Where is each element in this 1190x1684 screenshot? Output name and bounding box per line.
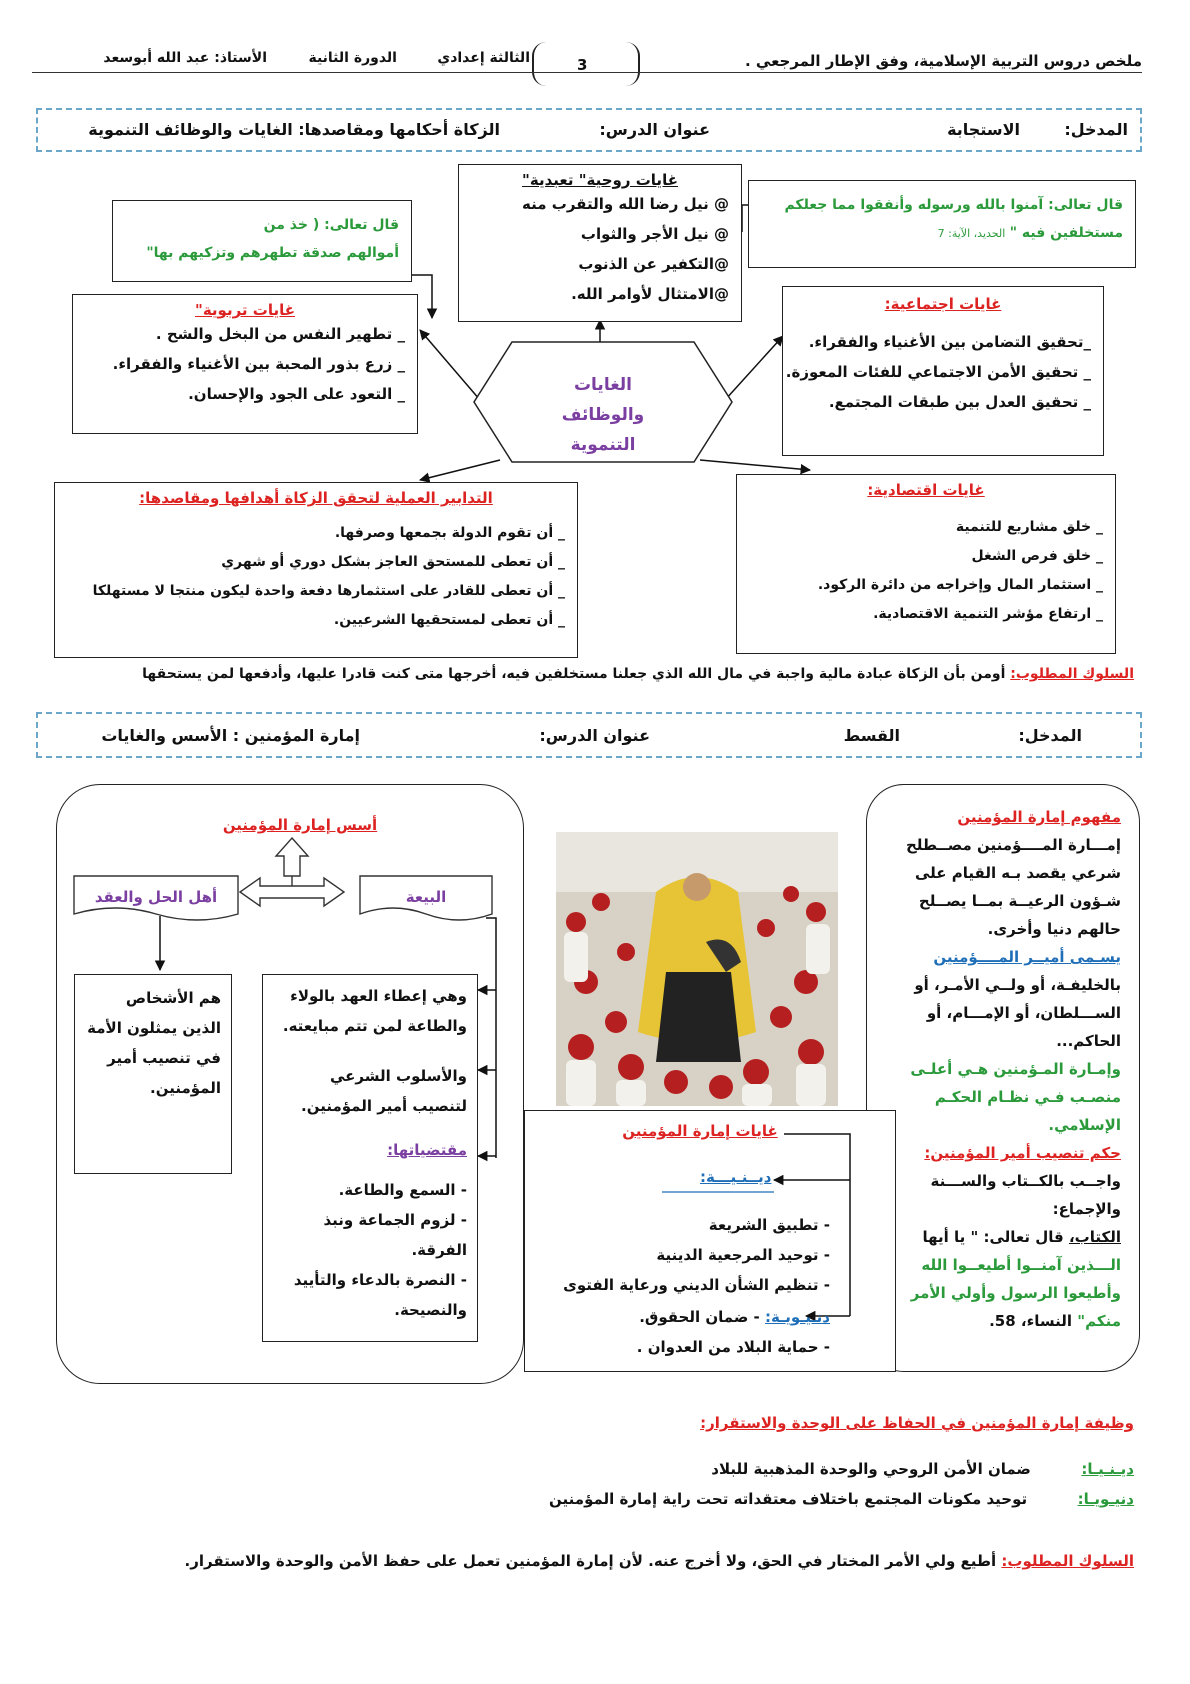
function-religious-row xyxy=(711,1460,1134,1478)
called-line: الســـلطان، أو الإمـــام، أو xyxy=(926,1004,1121,1022)
spiritual-item: @ نيل الأجر والثواب xyxy=(580,225,729,243)
measures-box xyxy=(54,482,578,658)
economic-item: _ خلق مشاريع للتنمية xyxy=(955,519,1103,535)
ruling-line: واجــب بالكــتاب والســـنة xyxy=(930,1172,1121,1190)
allegiance-line: وهي إعطاء العهد بالولاء xyxy=(290,987,467,1005)
verse-ref: النساء، 58. xyxy=(989,1312,1073,1330)
lesson2-title-label: عنوان الدرس: xyxy=(539,726,650,745)
economic-title: غايات اقتصادية: xyxy=(867,481,985,499)
function-religious-label: ديـنـيـا: xyxy=(1081,1460,1134,1478)
economic-item: _ خلق فرص الشغل xyxy=(971,548,1103,564)
called-line: الحاكم... xyxy=(1056,1032,1121,1050)
header-level: الثالثة إعدادي xyxy=(437,50,530,66)
lesson1-behavior-label: السلوك المطلوب: xyxy=(1010,666,1134,682)
concept-line: شـؤون الرعيــة بمــا يصــلح xyxy=(918,892,1121,910)
measures-item: _ أن تعطى للمستحق العاجز بشكل دوري أو شهري xyxy=(221,554,565,570)
lesson1-entry-value: الاستجابة xyxy=(947,120,1020,139)
allegiance-line: والأسلوب الشرعي xyxy=(330,1067,467,1085)
allegiance-line: والطاعة لمن تتم مبايعته. xyxy=(282,1017,467,1035)
function-title: وظيفة إمارة المؤمنين في الحفاظ على الوحدة والاستقرار: xyxy=(700,1414,1134,1432)
verse-line: الـــذين آمنــوا أطيعــوا الله xyxy=(921,1256,1121,1274)
worldly-item: - ضمان الحقوق. xyxy=(639,1308,760,1326)
lesson1-entry-label: المدخل: xyxy=(1064,120,1128,139)
allegiance-line: لتنصيب أمير المؤمنين. xyxy=(301,1097,467,1115)
spiritual-item: @الامتثال لأوامر الله. xyxy=(571,285,729,303)
measures-title: التدابير العملية لتحقق الزكاة أهدافها ومقاصدها: xyxy=(139,489,493,507)
goals-religious-label: ديــنـيـــة: xyxy=(700,1168,772,1186)
spiritual-item: @التكفير عن الذنوب xyxy=(578,255,729,273)
page-number: 3 xyxy=(577,56,588,74)
ahl-line: هم الأشخاص xyxy=(125,989,221,1007)
function-worldly-row xyxy=(549,1490,1134,1508)
header-term: الدورة الثانية xyxy=(308,50,397,66)
quote-right-line2: مستخلفين فيه " xyxy=(1009,225,1123,241)
header-teacher: الأستاذ: عبد الله أبوسعد xyxy=(103,50,267,66)
educational-item: _ زرع بذور المحبة بين الأغنياء والفقراء. xyxy=(112,355,405,373)
concept-line: شرعي يقصد بـه القيام على xyxy=(915,864,1121,882)
book-label: الكتاب، xyxy=(1068,1228,1121,1246)
lesson1-title-label: عنوان الدرس: xyxy=(599,120,710,139)
social-title: غايات اجتماعية: xyxy=(884,295,1002,313)
economic-item: _ ارتفاع مؤشر التنمية الاقتصادية. xyxy=(873,606,1103,622)
function-religious-text: ضمان الأمن الروحي والوحدة المذهبية للبلاد xyxy=(711,1460,1031,1478)
quote-right-box xyxy=(748,180,1136,268)
social-item: _ تحقيق الأمن الاجتماعي للفئات المعوزة. xyxy=(785,363,1091,381)
ahl-definition-box xyxy=(74,974,232,1174)
king-on-horse-photo xyxy=(556,832,838,1106)
goals-title: غايات إمارة المؤمنين xyxy=(622,1122,778,1140)
lesson1-title-bar xyxy=(36,108,1142,152)
requirements-item: - السمع والطاعة. xyxy=(338,1181,467,1199)
foundations-title: أسس إمارة المؤمنين xyxy=(222,816,378,834)
requirements-item: - لزوم الجماعة ونبذ xyxy=(323,1211,467,1229)
verse-line: منكم" xyxy=(1077,1312,1121,1330)
goals-worldly-label: دنـيـويـة: xyxy=(765,1308,830,1326)
religious-item: - تطبيق الشريعة xyxy=(708,1216,830,1234)
worldly-item: - حماية البلاد من العدوان . xyxy=(636,1338,830,1356)
allegiance-definition-box xyxy=(262,974,478,1342)
final-behavior xyxy=(185,1552,1134,1570)
educational-goals-box xyxy=(72,294,418,434)
quote-right-line1: قال تعالى: آمنوا بالله ورسوله وأنفقوا مما جعلكم xyxy=(784,197,1123,213)
called-title: يسـمى أميــر المــــؤمنين xyxy=(933,948,1121,966)
ahl-line: في تنصيب أمير xyxy=(107,1049,221,1067)
lesson1-behavior xyxy=(54,666,1134,682)
called-line: بالخليفـة، أو ولــي الأمـر، أو xyxy=(914,976,1121,994)
page-header xyxy=(32,44,1142,84)
quote-left-box xyxy=(112,200,412,282)
educational-item: _ التعود على الجود والإحسان. xyxy=(188,385,405,403)
social-goals-box xyxy=(782,286,1104,456)
spiritual-title: غايات روحية" تعبدية" xyxy=(522,171,678,189)
function-worldly-label: دنيـويـا: xyxy=(1077,1490,1134,1508)
lesson2-title-value: إمارة المؤمنين : الأسس والغايات xyxy=(101,726,360,745)
highest-line: وإمـارة المـؤمنين هـي أعلـى xyxy=(910,1060,1121,1078)
measures-item: _ أن تقوم الدولة بجمعها وصرفها. xyxy=(334,525,565,541)
highest-line: منصـب فـي نظـام الحكـم xyxy=(934,1088,1121,1106)
requirements-item: الفرقة. xyxy=(411,1241,467,1259)
ahl-line: المؤمنين. xyxy=(150,1079,221,1097)
ruling-line: والإجماع: xyxy=(1052,1200,1121,1218)
concept-line: إمـــارة المــــؤمنين مصــطلح xyxy=(905,836,1121,854)
verse-line: وأطيعوا الرسول وأولي الأمر xyxy=(910,1284,1121,1302)
lesson2-entry-label: المدخل: xyxy=(1018,726,1082,745)
religious-item: - توحيد المرجعية الدينية xyxy=(656,1246,830,1264)
lesson2-title-bar xyxy=(36,712,1142,758)
ahl-line: الذين يمثلون الأمة xyxy=(87,1019,221,1037)
requirements-item: والنصيحة. xyxy=(394,1301,467,1319)
lesson1-behavior-text: أومن بأن الزكاة عبادة مالية واجبة في مال الله الذي جعلنا مستخلفين فيه، أخرجها متى كنت قادرا عليها، وأدفعها لمن يستحقها xyxy=(142,666,1006,682)
religious-item: - تنظيم الشأن الديني ورعاية الفتوى xyxy=(563,1276,830,1294)
lesson1-title-value: الزكاة أحكامها ومقاصدها: الغايات والوظائف التنموية xyxy=(88,120,500,139)
spiritual-goals-box xyxy=(458,164,742,322)
header-rule xyxy=(32,72,1142,73)
final-behavior-label: السلوك المطلوب: xyxy=(1001,1552,1134,1570)
function-worldly-text: توحيد مكونات المجتمع باختلاف معتقداته تحت راية إمارة المؤمنين xyxy=(549,1490,1028,1508)
quote-right-ref: الحديد، الآية: 7 xyxy=(937,227,1006,240)
center-label: الغايات والوظائف التنموية xyxy=(561,375,645,455)
goals-religious-list xyxy=(530,1210,830,1300)
economic-item: _ استثمار المال وإخراجه من دائرة الركود. xyxy=(817,577,1103,593)
social-item: _ تحقيق العدل بين طبقات المجتمع. xyxy=(828,393,1091,411)
final-behavior-text: أطيع ولي الأمر المختار في الحق، ولا أخرج عنه. لأن إمارة المؤمنين تعمل على حفظ الأمن والوحدة والاستقرار. xyxy=(184,1552,997,1570)
concept-line: حالهم دنيا وأخرى. xyxy=(987,920,1121,938)
concept-title: مفهوم إمارة المؤمنين xyxy=(957,808,1121,826)
spiritual-item: @ نيل رضا الله والتقرب منه xyxy=(522,195,729,213)
book-intro-text: قال تعالى: " يا أيها xyxy=(922,1228,1064,1246)
ruling-title: حكم تنصيب أمير المؤمنين: xyxy=(924,1144,1121,1162)
social-item: _تحقيق التضامن بين الأغنياء والفقراء. xyxy=(808,333,1091,351)
goals-worldly-row xyxy=(639,1302,830,1332)
header-summary: ملخص دروس التربية الإسلامية، وفق الإطار المرجعي . xyxy=(744,52,1142,70)
lesson2-entry-value: القسط xyxy=(843,726,900,745)
measures-item: _ أن تعطى لمستحقيها الشرعيين. xyxy=(333,612,565,628)
quote-left-line2: أموالهم صدقة تطهرهم وتزكيهم بها" xyxy=(146,245,399,261)
educational-item: _ تطهير النفس من البخل والشح . xyxy=(155,325,405,343)
quote-left-line1: قال تعالى: ( خذ من xyxy=(263,217,399,233)
ahl-label: أهل الحل والعقد xyxy=(94,888,218,906)
highest-line: الإسلامي. xyxy=(1048,1116,1121,1134)
requirements-item: - النصرة بالدعاء والتأييد xyxy=(293,1271,467,1289)
allegiance-label: البيعة xyxy=(405,888,447,906)
concept-box xyxy=(866,784,1140,1372)
measures-item: _ أن تعطى للقادر على استثمارها دفعة واحدة ليكون منتجا لا مستهلكا xyxy=(92,583,565,599)
requirements-title: مقتضياتها: xyxy=(387,1141,467,1159)
royal-procession-image xyxy=(556,832,838,1106)
educational-title: غايات تربوية" xyxy=(195,301,295,319)
economic-goals-box xyxy=(736,474,1116,654)
